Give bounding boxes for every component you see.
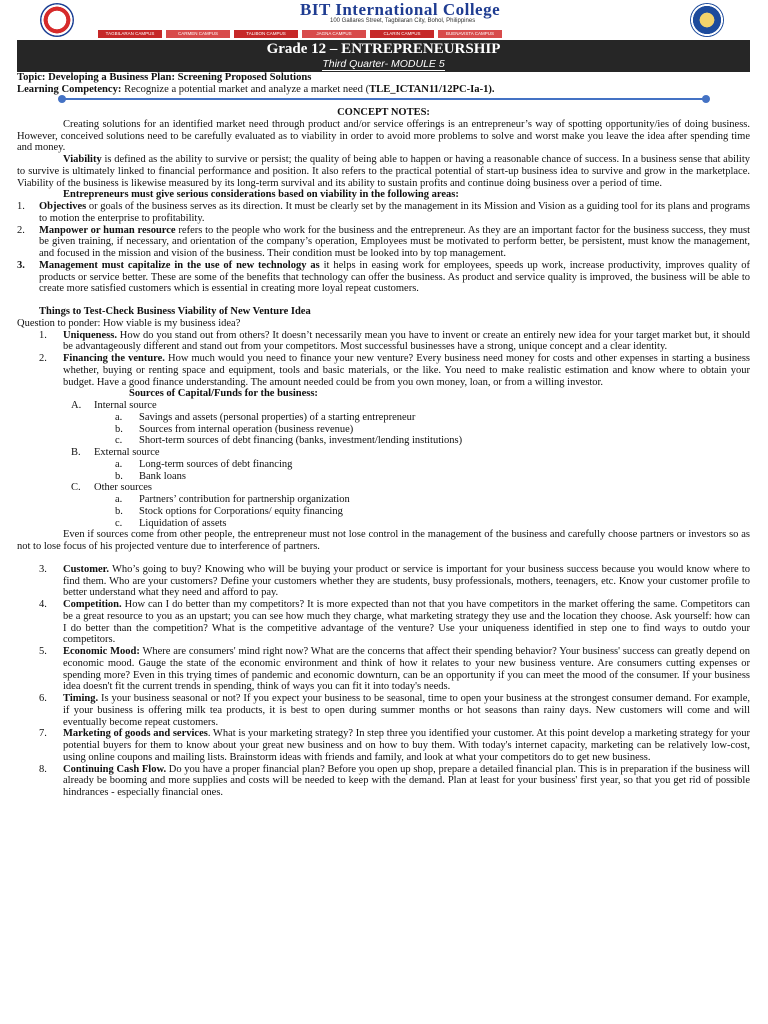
source-item: b. Bank loans	[115, 470, 186, 482]
list-item: 6. Timing. Is your business seasonal or not? If you expect your business to be seasonal, time to open your business at the strongest consumer demand. For example, if your business is offering milk tea products, it is best to open during summer months or hot seasons than rainy days. New customers will come and will eventually become repeat customers.	[39, 693, 750, 728]
deped-seal-right	[690, 3, 724, 37]
document-header	[0, 0, 768, 40]
viability-check-list	[17, 330, 750, 389]
topic-line: Topic: Developing a Business Plan: Screening Proposed Solutions	[17, 72, 312, 83]
campus-tag: TALIBON CAMPUS	[234, 30, 298, 38]
quarter-subtitle: Third Quarter- MODULE 5	[322, 58, 445, 70]
areas-heading: Entrepreneurs must give serious considerations based on viability in the following areas:	[63, 189, 459, 201]
list-item: 5. Economic Mood: Where are consumers' mind right now? What are the concerns that affect their spending behavior? Your business' success can greatly depend on economic mood. Gauge the state of the economic environment and think of how it relates to your new business venture. Are consumers cutting expenses or spending more? Even in this trying times of pandemic and economic downturn, can be an opportunity if you can meet the mood of the consumer. If your business idea doesn't fit the current trends in spending, think of ways you can fit it into today's needs.	[39, 646, 751, 693]
viability-areas-list	[17, 201, 750, 295]
college-name: BIT International College	[300, 0, 501, 19]
campus-tag: CARMEN CAMPUS	[166, 30, 230, 38]
source-item: a. Partners’ contribution for partnership organization	[115, 494, 350, 505]
paragraph-viability: Viability is defined as the ability to survive or persist; the quality of being able to happen or having a reasonable chance of success. In a business sense that ability to survive is ultimately linked to financial performance and position. It also refers to the practical potential of start-up business idea to survive and grow in the marketplace. Viability of the business is likewise measured by its long-term survival and its ability to sustain profits and continue doing business over a period of time.	[17, 154, 750, 189]
module-title-bar	[17, 40, 750, 72]
list-item: 3. Management must capitalize in the use of new technology as it helps in easing work for employees, speeds up work, increase productivity, improves quality of products or service better. These are some of the benefits that technology can offer the business. As product and service quality is improved, the business will be able to create more satisfied customers which is essential in creating more loyal repeat customers.	[17, 259, 750, 295]
list-item: 7. Marketing of goods and services. What is your marketing strategy? In step three you identified your customer. At this point develop a marketing strategy for your potential buyers for them to know about your great new business and on how to buy them. With today's internet capacity, marketing can be relatively low-cost, using online coupons and mailing lists. Brainstorm ideas with friends and family, and look at what your competitors do to get new business.	[39, 728, 750, 763]
campus-banner	[98, 30, 502, 38]
divider-rule	[62, 98, 707, 100]
list-item: 2. Manpower or human resource refers to the people who work for the business and the entrepreneur. As they are an important factor for the business success, they must be given training, if necessary, and orientation of the company’s operation, Employees must be motivated to perform better, be persistent, must know the management, and focused in the mission and vision of the business. Their condition must be looked into by top management.	[17, 224, 750, 259]
viability-check-list-continued	[17, 564, 750, 799]
question-line: Question to ponder: How viable is my business idea?	[17, 317, 241, 329]
control-paragraph: Even if sources come from other people, the entrepreneur must not lose control in the management of the business and carefully choose partners or investors so as not to lose focus of his projected venture due to interference of partners.	[17, 529, 750, 552]
source-group: C. Other sources	[71, 482, 153, 494]
things-heading: Things to Test-Check Business Viability of New Venture Idea	[39, 306, 311, 317]
concept-notes	[17, 107, 750, 799]
campus-tag: BUENAVISTA CAMPUS	[438, 30, 502, 38]
list-item: 8. Continuing Cash Flow. Do you have a proper financial plan? Before you open up shop, prepare a detailed financial plan. This is in preparation if the business will already be booming and more supplies and costs will be needed to keep with the demand. Plan at least for your business' first year, so that you get rid of possible hindrances - especially financial ones.	[39, 763, 750, 798]
source-item: c. Liquidation of assets	[115, 517, 227, 529]
college-address: 100 Gallares Street, Tagbilaran City, Bohol, Philippines	[330, 18, 476, 24]
list-item: 3. Customer. Who’s going to buy? Knowing who will be buying your product or service is important for your business success because you would know where to find them. Who are your customers? Define your customers whether they are students, busy professionals, mothers, teenagers, etc. Know your customer profile to better understand what they need and afford to pay.	[39, 563, 750, 599]
campus-tag: JAGNA CAMPUS	[302, 30, 366, 38]
list-item: 4. Competition. How can I do better than my competitors? It is more expected than not that you have competitors in the market offering the same. Competitors can be a great resource to you as an upstart; you can see how much they charge, what marketing strategy they use and the location they choose. Ask yourself: how can I do better than the competition? What is the competitive advantage of the venture? Use your uniqueness identified in step one to find ways to outdo your competitors.	[39, 599, 750, 646]
school-logo-left	[40, 3, 74, 37]
source-item: a. Savings and assets (personal properties) of a starting entrepreneur	[115, 411, 416, 423]
source-group: A. Internal source	[71, 400, 157, 411]
source-item: b. Sources from internal operation (business revenue)	[115, 423, 354, 435]
rule-endpoint-right	[702, 95, 710, 103]
list-item: 1. Uniqueness. How do you stand out from others? It doesn’t necessarily mean you have to invent or create an entirely new idea for your target market but, it should be advantageously different and stand out from your competitors. Most successful businesses have a strong, unique concept and a clear identity.	[39, 329, 750, 353]
list-item: 1. Objectives or goals of the business serves as its direction. It must be clearly set by the management in its Mission and Vision as a guiding tool for its plans and programs to motion the enterprise to profitability.	[17, 201, 750, 224]
source-item: c. Short-term sources of debt financing (banks, investment/lending institutions)	[115, 435, 463, 447]
list-item: 2. Financing the venture. How much would you need to finance your new venture? Every business need money for costs and other expenses in starting a business whether, buying or renting space and equipment, tools and basic materials, or the like. You need to make realistic estimation and know where to obtain your budget. Have a good finance understanding. The amount needed could be from you own money, loan, or from a willing investor.	[39, 353, 750, 388]
campus-tag: CLARIN CAMPUS	[370, 30, 434, 38]
concept-notes-heading: CONCEPT NOTES:	[337, 107, 430, 118]
topic-block	[17, 72, 495, 97]
source-item: b. Stock options for Corporations/ equity financing	[115, 505, 343, 517]
competency-line: Learning Competency: Recognize a potential market and analyze a market need (TLE_ICTAN11/12PC-Ia-1).	[17, 84, 495, 96]
campus-tag: TAGBILARAN CAMPUS	[98, 30, 162, 38]
source-item: a. Long-term sources of debt financing	[115, 458, 293, 470]
paragraph-intro: Creating solutions for an identified market need through product and/or service offerings is an entrepreneur’s way of spotting opportunity/ies of doing business. However, conceived solutions need to be carefully evaluated as to viability in order to avoid more problems to solve and worst make you leave the idea after spending time and money.	[17, 118, 750, 154]
grade-title: Grade 12 – ENTREPRENEURSHIP	[266, 41, 501, 57]
source-group: B. External source	[71, 447, 160, 458]
sources-list	[17, 400, 750, 529]
sources-heading: Sources of Capital/Funds for the business:	[129, 388, 318, 400]
